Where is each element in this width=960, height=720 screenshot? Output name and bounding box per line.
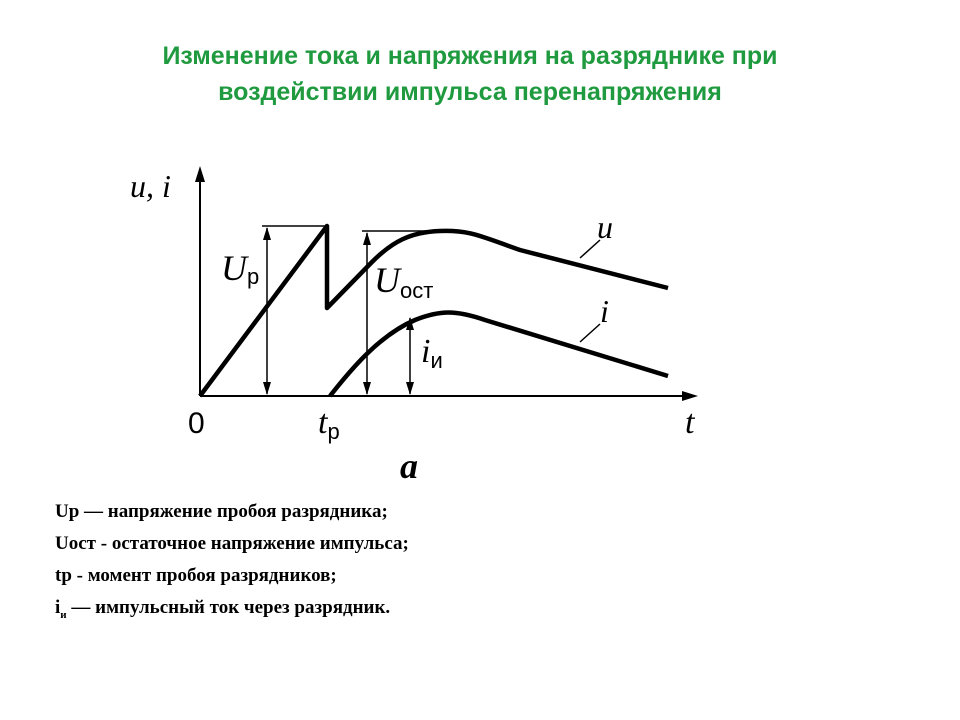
uost-label-sub: ост	[400, 278, 434, 303]
legend-line-4-sub: и	[60, 608, 67, 621]
up-arrow-top	[263, 227, 271, 240]
title-line-1: Изменение тока и напряжения на разряднике при	[162, 42, 778, 70]
legend-line-4-main: i	[55, 597, 61, 618]
i-label-leader	[580, 324, 600, 342]
uost-arrow-top	[363, 232, 371, 245]
legend-line-2: Uост - остаточное напряжение импульса;	[55, 533, 409, 554]
uost-label	[374, 260, 433, 303]
tp-label-main: t	[318, 404, 328, 441]
x-axis-arrow	[682, 391, 698, 401]
u-curve-label: u	[597, 209, 613, 245]
tp-label-sub: р	[327, 419, 340, 444]
uost-arrow-bottom	[363, 382, 371, 395]
uost-label-main: U	[374, 260, 400, 300]
y-axis-arrow	[195, 166, 205, 182]
ii-label-sub: и	[430, 348, 443, 373]
diagram-caption: а	[400, 446, 418, 486]
legend	[55, 496, 409, 631]
origin-label: 0	[188, 407, 205, 440]
up-arrow-bottom	[263, 382, 271, 395]
x-axis-label: t	[685, 404, 695, 441]
legend-line-3: tр - момент пробоя разрядников;	[55, 565, 337, 586]
y-axis-label: u, i	[130, 168, 171, 204]
ii-label-main: i	[421, 333, 431, 370]
up-label-sub: р	[247, 264, 260, 289]
current-curve	[330, 313, 668, 397]
legend-line-4	[55, 592, 409, 631]
title-line-2: воздействии импульса перенапряжения	[218, 78, 722, 106]
legend-line-1: Uр — напряжение пробоя разрядника;	[55, 501, 388, 522]
ii-arrow-bottom	[406, 382, 414, 395]
up-label	[221, 248, 259, 289]
i-curve-label: i	[600, 293, 609, 329]
ii-label	[421, 333, 443, 373]
legend-line-4-rest: — импульсный ток через разрядник.	[66, 597, 391, 618]
up-label-main: U	[221, 248, 247, 288]
tp-label	[318, 404, 340, 444]
